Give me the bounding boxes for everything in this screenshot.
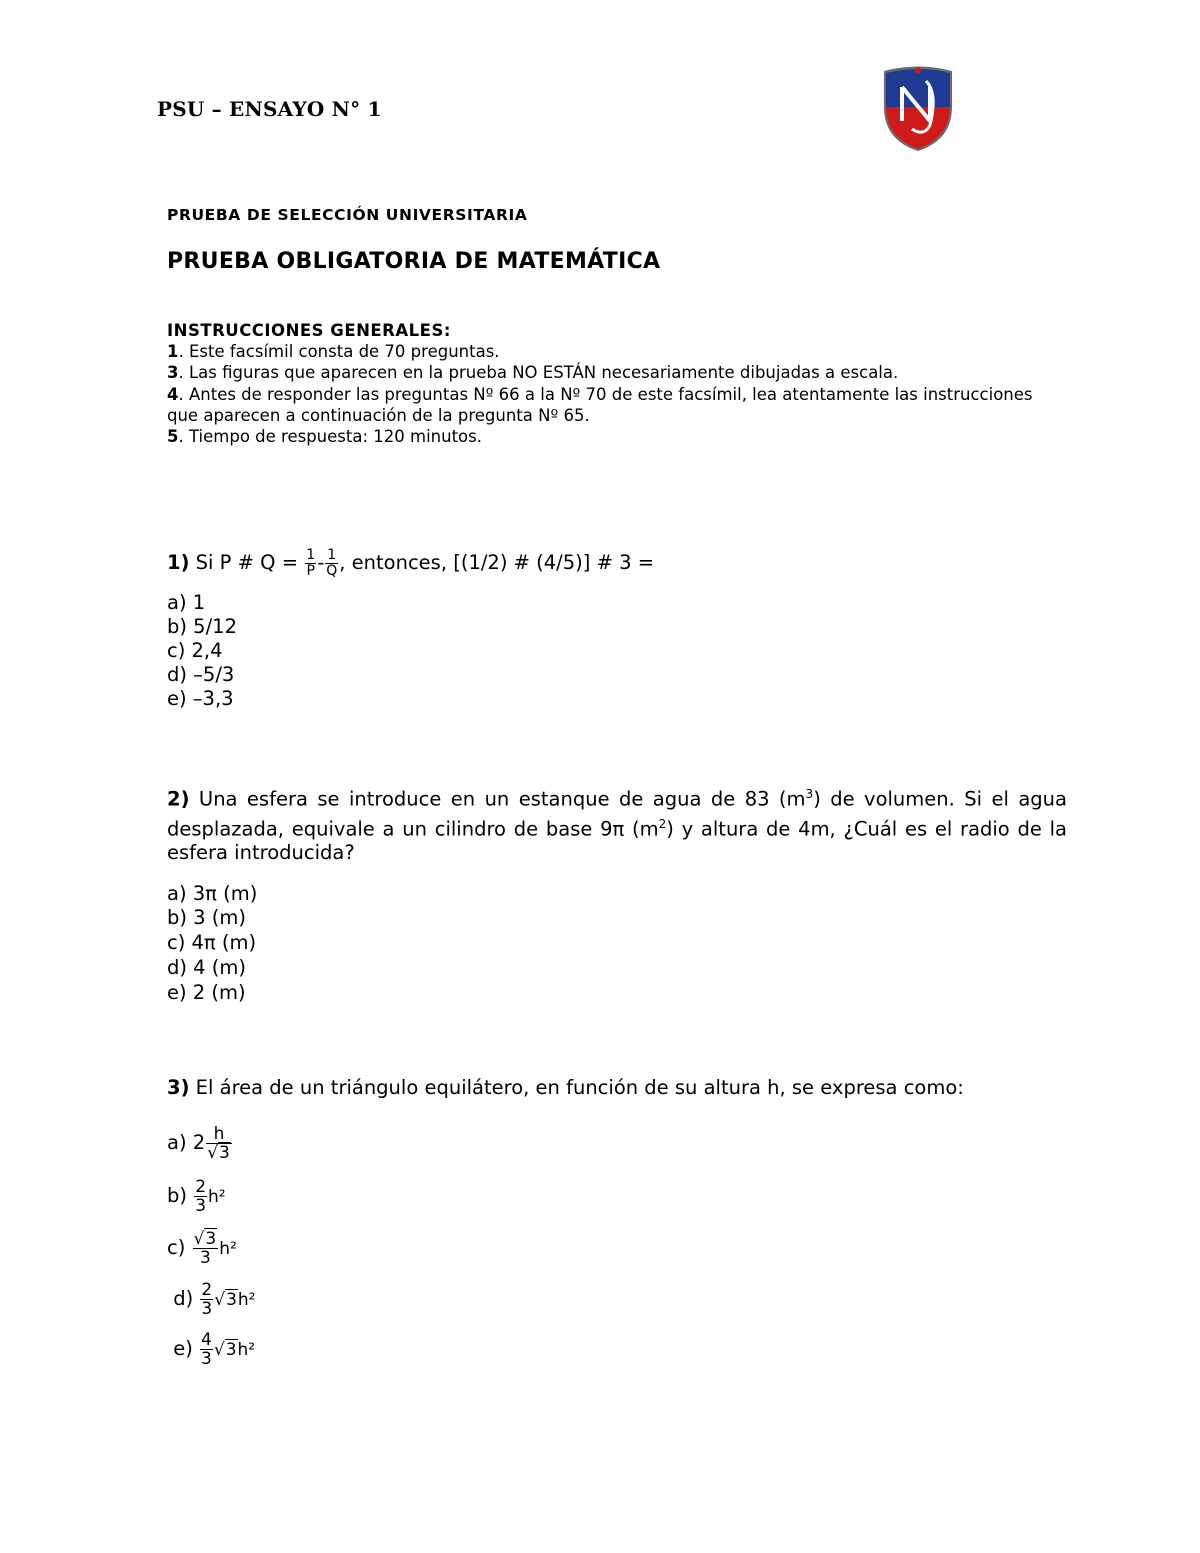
question-2-stem: 2) Una esfera se introduce en un estanque de agua de 83 $(m^3)$ de volumen. Si el agua desplazada, equivale a un cilindro de base 9π $(m^2)$ y altura de 4m, ¿Cuál es el radio de la esfera introducida? [167, 787, 1067, 864]
q3-option-e: e) $\frac{4}{3}$ √3h² [173, 1330, 256, 1369]
q1-option-c: c) 2,4 [167, 639, 223, 662]
exam-title: PSU – ENSAYO N° 1 [157, 97, 382, 121]
q3-option-b: b) $\frac{2}{3}$ h² [167, 1177, 226, 1216]
q1-option-b: b) 5/12 [167, 615, 237, 638]
instruction-item: 3. Las figuras que aparecen en la prueba NO ESTÁN necesariamente dibujadas a escala. [167, 363, 899, 383]
sqrt-icon: √ [207, 1143, 219, 1163]
q3-option-c: c) $\frac{√3}{3}$ h² [167, 1229, 237, 1268]
sqrt-icon: √ [213, 1340, 225, 1360]
q2-option-a: a) 3π (m) [167, 882, 258, 905]
question-3-stem: 3) El área de un triángulo equilátero, en función de su altura h, se expresa como: [167, 1076, 964, 1099]
q3-option-d: d) $\frac{2}{3}$ √3h² [173, 1280, 256, 1319]
q1-option-d: d) –5/3 [167, 663, 235, 686]
question-1-stem: 1) Si P # Q = $\frac{1}{P}$ - $\frac{1}{Q}$ , entonces, [(1/2) # (4/5)] # 3 = [167, 547, 655, 579]
instructions-section [167, 320, 1067, 447]
q2-option-e: e) 2 (m) [167, 981, 246, 1004]
exam-main-title: PRUEBA OBLIGATORIA DE MATEMÁTICA [167, 249, 661, 274]
q1-option-e: e) –3,3 [167, 687, 234, 710]
sqrt-icon: √ [214, 1290, 226, 1310]
instruction-item: 1. Este facsímil consta de 70 preguntas. [167, 342, 500, 362]
question-number: 1) [167, 551, 190, 574]
q2-option-c: c) 4π (m) [167, 931, 257, 954]
question-number: 2) [167, 787, 190, 811]
sqrt-icon: √ [193, 1229, 205, 1249]
fraction-1-over-q: $\frac{1}{Q}$ [326, 547, 338, 579]
q2-option-d: d) 4 (m) [167, 956, 246, 979]
question-number: 3) [167, 1076, 190, 1099]
q2-option-b: b) 3 (m) [167, 906, 246, 929]
q1-option-a: a) 1 [167, 591, 206, 614]
fraction-1-over-p: $\frac{1}{P}$ [306, 547, 316, 579]
school-crest-logo [880, 63, 956, 151]
exam-subtitle: PRUEBA DE SELECCIÓN UNIVERSITARIA [167, 206, 528, 224]
instructions-heading: INSTRUCCIONES GENERALES: [167, 321, 451, 340]
q3-option-a: a) 2 $\frac{h}{√3}$ [167, 1124, 230, 1163]
instruction-item: 5. Tiempo de respuesta: 120 minutos. [167, 427, 482, 447]
instruction-item: 4. Antes de responder las preguntas Nº 66 a la Nº 70 de este facsímil, lea atentamente las instrucciones que aparecen a continuación de la pregunta Nº 65. [167, 384, 1033, 425]
